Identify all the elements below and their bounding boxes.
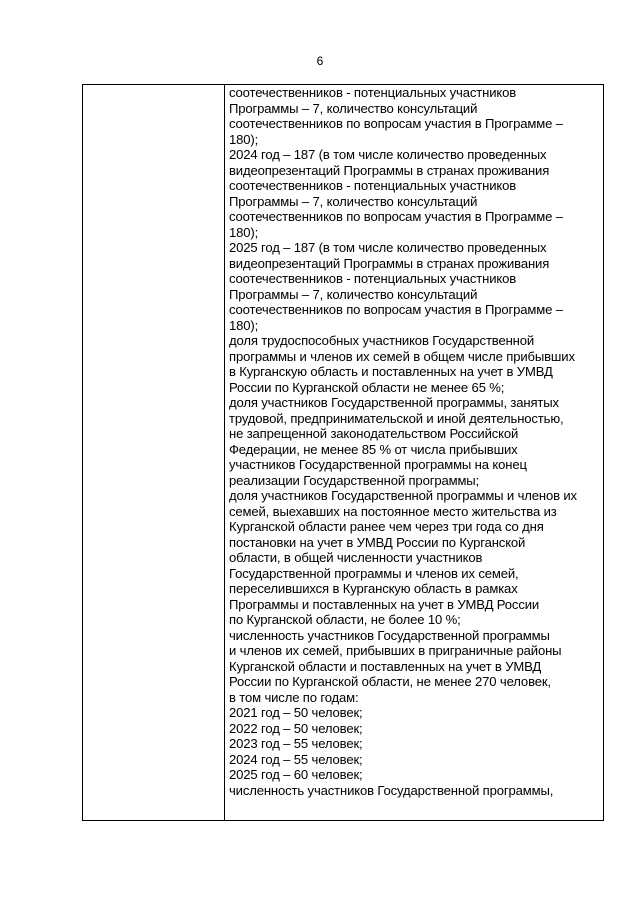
text-line: Курганской области ранее чем через три года со дня [229,519,544,534]
text-line: 2023 год – 55 человек; [229,736,363,751]
text-line: Программы – 7, количество консультаций [229,100,478,116]
text-line: видеопрезентаций Программы в странах проживания [229,162,550,178]
text-line: соотечественников по вопросам участия в Программе – [229,116,563,131]
text-line: России по Курганской области, не менее 270 человек, [229,674,551,689]
text-line: соотечественников - потенциальных участников [229,178,517,193]
text-line: 2021 год – 50 человек; [229,705,363,720]
text-line: 2024 год – 187 (в том числе количество проведенных [229,147,547,162]
text-line: соотечественников по вопросам участия в Программе – [229,209,563,224]
text-line: постановки на учет в УМВД России по Курганской [229,534,526,550]
text-line: 180); [229,317,259,333]
text-line: соотечественников по вопросам участия в Программе – [229,302,563,317]
text-line: 2025 год – 60 человек; [229,767,363,782]
text-line: 2024 год – 55 человек; [229,751,363,767]
text-line: Программы и поставленных на учет в УМВД России [229,596,540,612]
text-line: соотечественников - потенциальных участников [229,85,517,100]
text-line: 2025 год – 187 (в том числе количество проведенных [229,240,547,255]
text-line: в том числе по годам: [229,689,359,705]
text-line: реализации Государственной программы; [229,472,480,488]
text-line: численность участников Государственной программы [229,627,550,643]
document-table [82,84,604,821]
text-line: Программы – 7, количество консультаций [229,286,478,302]
text-line: не запрещенной законодательством Российской [229,426,519,441]
text-line: доля трудоспособных участников Государственной [229,333,535,348]
text-line: области, в общей численности участников [229,550,483,565]
text-line: семей, выехавших на постоянное место жительства из [229,503,557,519]
text-line: трудовой, предпринимательской и иной деятельностью, [229,410,564,426]
text-line: доля участников Государственной программы, занятых [229,395,559,410]
text-line: Курганской области и поставленных на учет в УМВД [229,658,542,674]
text-line: по Курганской области, не более 10 %; [229,612,461,627]
text-line: доля участников Государственной программы и членов их [229,488,577,503]
column-divider [224,85,225,820]
table-content-cell [229,85,601,798]
page-number: 6 [316,54,324,68]
text-line: 180); [229,224,259,240]
text-line: в Курганскую область и поставленных на учет в УМВД [229,364,553,379]
text-line: участников Государственной программы на конец [229,457,527,472]
text-line: России по Курганской области не менее 65 %; [229,379,505,395]
text-line: численность участников Государственной программы, [229,782,554,798]
text-line: видеопрезентаций Программы в странах проживания [229,255,550,271]
text-line: Программы – 7, количество консультаций [229,193,478,209]
text-line: соотечественников - потенциальных участников [229,271,517,286]
text-line: Федерации, не менее 85 % от числа прибывших [229,441,518,457]
text-line: программы и членов их семей в общем числе прибывших [229,348,575,364]
text-line: переселившихся в Курганскую область в рамках [229,581,518,596]
text-line: и членов их семей, прибывших в приграничные районы [229,643,562,658]
text-line: 180); [229,131,259,147]
text-line: 2022 год – 50 человек; [229,720,363,736]
text-line: Государственной программы и членов их семей, [229,565,519,581]
